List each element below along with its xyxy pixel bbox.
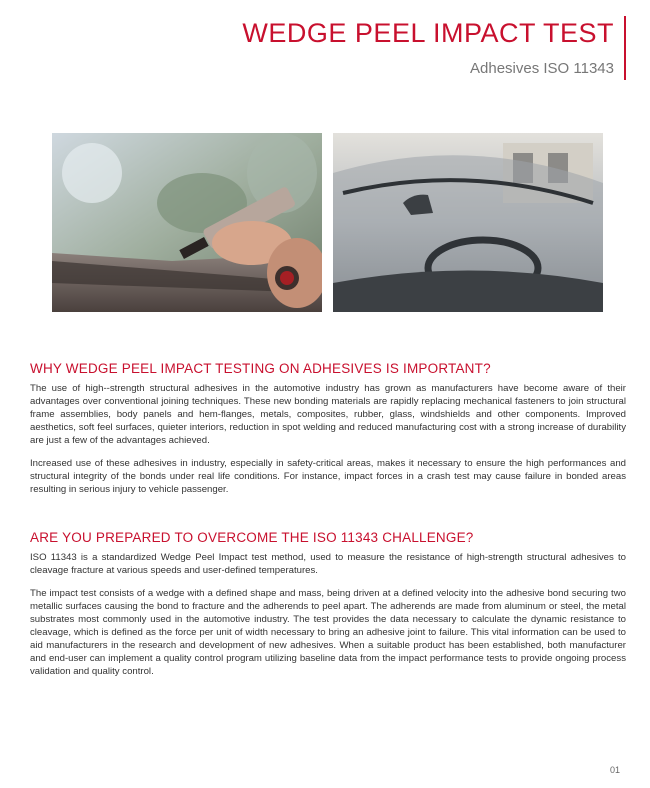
section-why-important bbox=[30, 361, 626, 506]
page-number: 01 bbox=[609, 765, 620, 775]
windshield-photo bbox=[333, 133, 603, 312]
adhesive-application-photo bbox=[52, 133, 322, 312]
page-subtitle: Adhesives ISO 11343 bbox=[470, 60, 614, 77]
paragraph: The impact test consists of a wedge with a defined shape and mass, being driven at a defined velocity into the adhesive bond securing two metallic surfaces causing the bond to fracture and the adherends to peel apart. The adherends are made from aluminum or steel, the metal substrates most commonly used in the automotive industry. The test provides the data necessary to calculate the dynamic resistance to cleavage, which is defined as the force per unit of width necessary to bring an adhesive joint to failure. This vital information can be used to aid manufacturers in the research and development of new adhesives. When a suitable product has been established, both manufacturer and end-user can implement a quality control program utilizing baseline data from the impact performance tests to provide ongoing process validation and quality control. bbox=[30, 588, 626, 677]
paragraph: The use of high--strength structural adhesives in the automotive industry has grown as manufacturers have become aware of their advantages over conventional joining techniques. These new bonding materials are rapidly replacing mechanical fasteners to join structural frame assemblies, body panels and hem-flanges, metals, composites, rubber, glass, windshields and other components. Improved aesthetics, soft feel surfaces, quieter interiors, reduction in spot welding and reduced manufacturing cost with a strong increase of durability are just a few of the advantages achieved. bbox=[30, 383, 626, 446]
section-heading: WHY WEDGE PEEL IMPACT TESTING ON ADHESIVES IS IMPORTANT? bbox=[30, 361, 491, 376]
page-header bbox=[242, 16, 626, 80]
paragraph: ISO 11343 is a standardized Wedge Peel Impact test method, used to measure the resistance of high-strength structural adhesives to cleavage fracture at various speeds and user-defined temperatures. bbox=[30, 552, 626, 576]
page-title: WEDGE PEEL IMPACT TEST bbox=[242, 18, 614, 48]
section-iso-challenge bbox=[30, 530, 626, 688]
paragraph: Increased use of these adhesives in industry, especially in safety-critical areas, makes it necessary to ensure the high performances and structural integrity of the bonds under real life conditions. For instance, impact forces in a crash test may cause failure in bonded areas resulting in serious injury to vehicle passenger. bbox=[30, 458, 626, 495]
section-heading: ARE YOU PREPARED TO OVERCOME THE ISO 11343 CHALLENGE? bbox=[30, 530, 474, 545]
